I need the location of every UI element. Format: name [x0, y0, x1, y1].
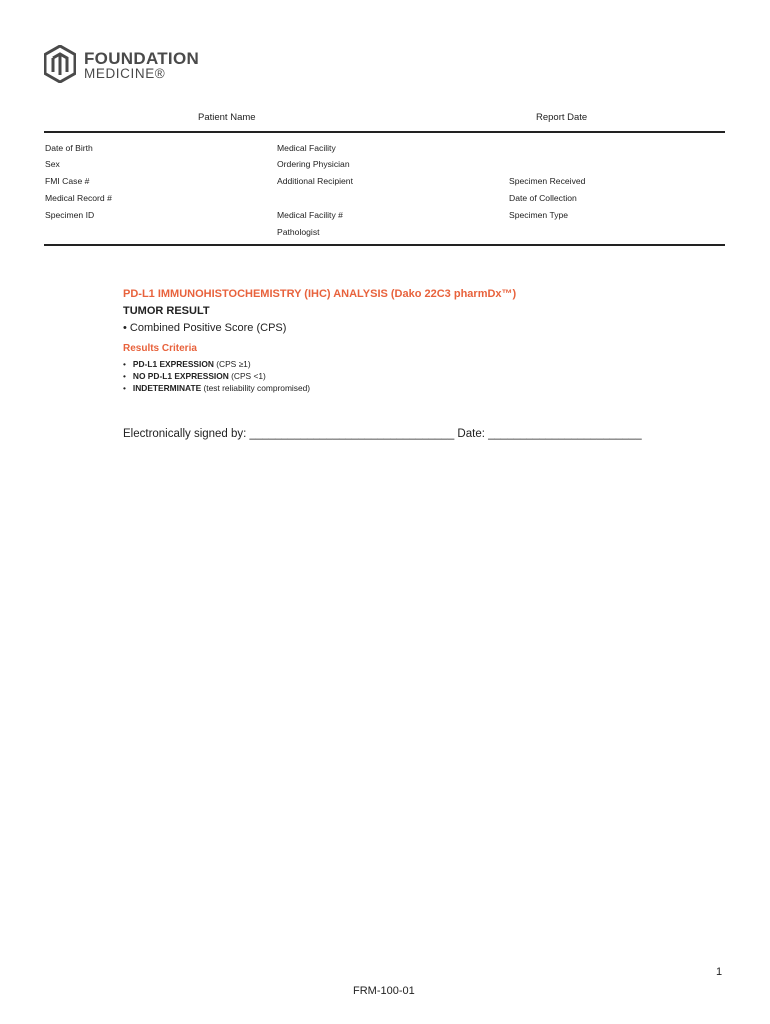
criteria-bold: INDETERMINATE: [132, 383, 202, 393]
foundation-medicine-logo-icon: [44, 45, 76, 83]
date-of-collection-label: Date of Collection: [509, 193, 577, 203]
medical-record-label: Medical Record #: [45, 193, 112, 203]
patient-name-label: Patient Name: [198, 112, 256, 123]
fmi-case-label: FMI Case #: [45, 176, 90, 186]
criteria-bullet: •: [123, 359, 126, 369]
cps-item: • Combined Positive Score (CPS): [123, 322, 287, 334]
ordering-physician-label: Ordering Physician: [277, 159, 350, 169]
criteria-detail: (test reliability compromised): [201, 383, 311, 393]
brand-name-line1: FOUNDATION: [84, 49, 200, 68]
criteria-bold: PD-L1 EXPRESSION: [132, 359, 214, 369]
results-criteria-title: Results Criteria: [123, 343, 197, 354]
sex-label: Sex: [45, 159, 60, 169]
header-divider-top: [44, 131, 725, 133]
report-date-label: Report Date: [536, 112, 588, 123]
pathologist-label: Pathologist: [277, 227, 320, 237]
criteria-bullet: •: [123, 383, 126, 393]
criteria-item: [123, 371, 266, 381]
criteria-detail: (CPS ≥1): [213, 359, 251, 369]
header-divider-bottom: [44, 244, 725, 246]
brand-logo: [44, 45, 244, 85]
criteria-bold: NO PD-L1 EXPRESSION: [132, 371, 229, 381]
analysis-title: PD-L1 IMMUNOHISTOCHEMISTRY (IHC) ANALYSIS (Dako 22C3 pharmDx™): [123, 288, 517, 300]
additional-recipient-label: Additional Recipient: [277, 176, 353, 186]
electronic-signature-line: Electronically signed by: ________________________________ Date: ________________________: [123, 428, 642, 440]
criteria-item: [123, 383, 310, 393]
page-number: 1: [716, 966, 723, 978]
criteria-item: [123, 359, 251, 369]
form-id: FRM-100-01: [353, 985, 415, 997]
criteria-bullet: •: [123, 371, 126, 381]
medical-facility-label: Medical Facility: [277, 143, 336, 153]
tumor-result-heading: TUMOR RESULT: [123, 305, 210, 317]
specimen-id-label: Specimen ID: [45, 210, 95, 220]
criteria-detail: (CPS <1): [228, 371, 266, 381]
date-of-birth-label: Date of Birth: [45, 143, 93, 153]
specimen-received-label: Specimen Received: [509, 176, 586, 186]
medical-facility-number-label: Medical Facility #: [277, 210, 343, 220]
brand-name-line2: MEDICINE®: [84, 66, 166, 81]
specimen-type-label: Specimen Type: [509, 210, 569, 220]
